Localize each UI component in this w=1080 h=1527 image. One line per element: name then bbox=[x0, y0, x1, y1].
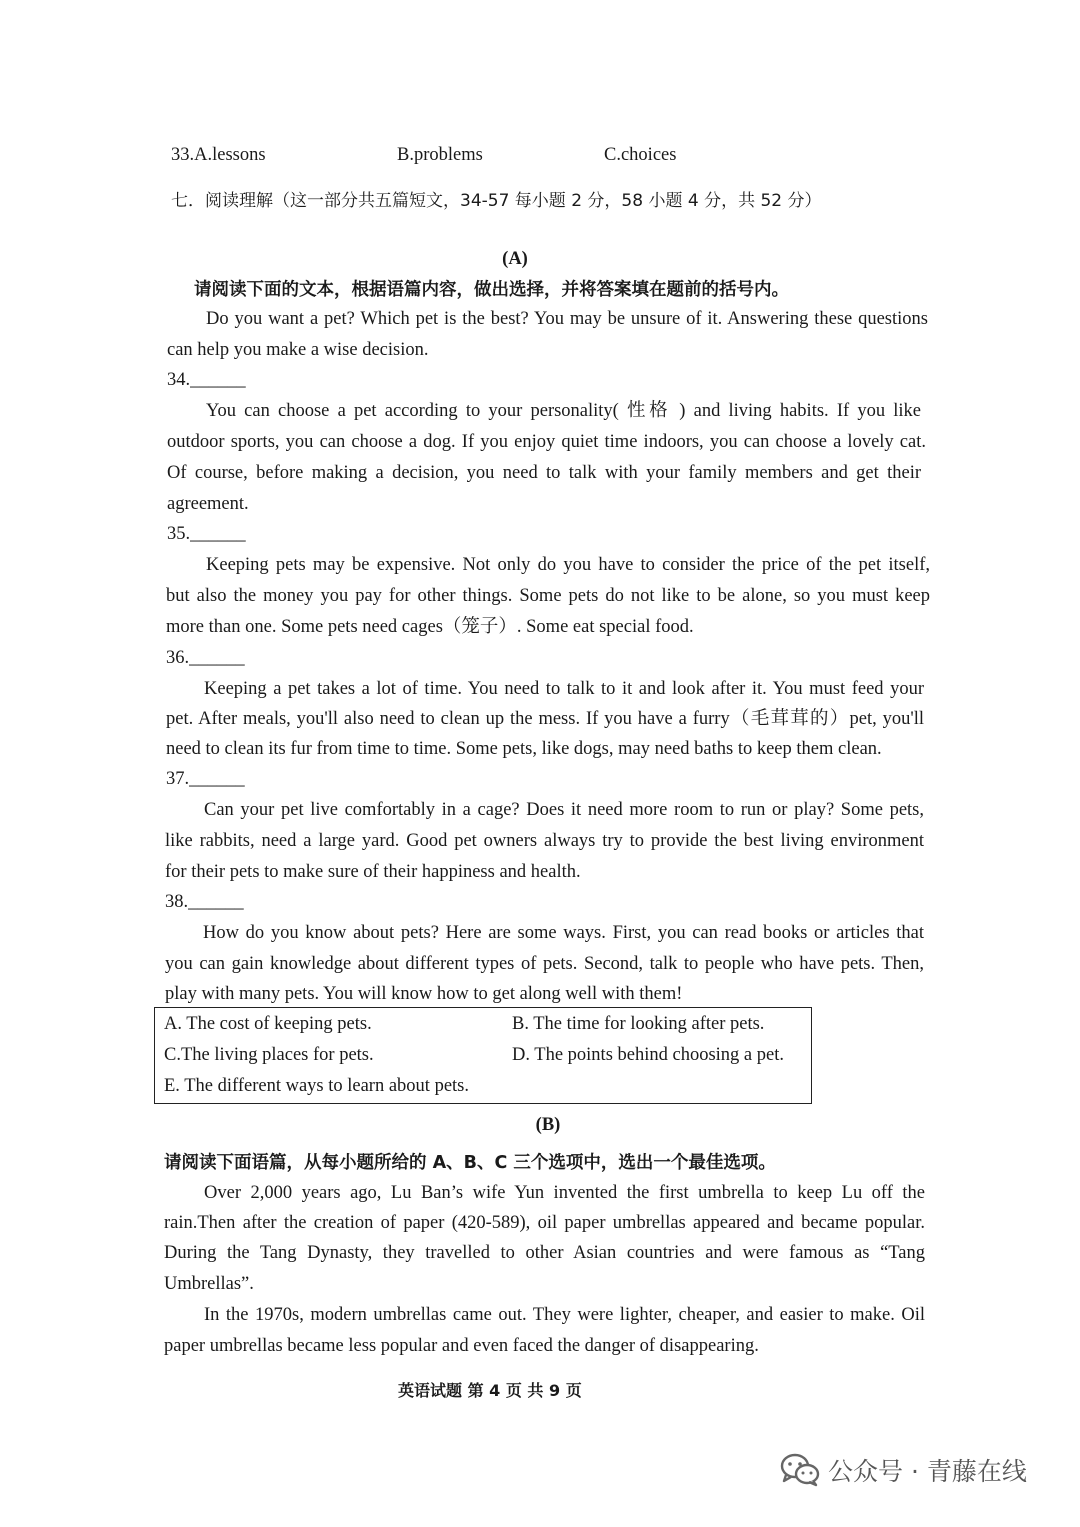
b-line-2: rain.Then after the creation of paper (420-589), oil paper umbrellas appeared and became popular. bbox=[164, 1213, 925, 1233]
p36-line-2: pet. After meals, you'll also need to clean up the mess. If you have a furry（毛茸茸的）pet, you'll bbox=[166, 709, 924, 729]
watermark-text: 公众号 · 青藤在线 bbox=[828, 1457, 1027, 1486]
q33-option-b: B.problems bbox=[397, 145, 483, 165]
question-number-38: 38.______ bbox=[165, 892, 244, 912]
b-line-5: In the 1970s, modern umbrellas came out. They were lighter, cheaper, and easier to make. Oil bbox=[204, 1305, 925, 1325]
q33-option-c: C.choices bbox=[604, 145, 677, 165]
p34-line-3: Of course, before making a decision, you need to talk with your family members and get their bbox=[167, 463, 921, 483]
p35-line-1: Keeping pets may be expensive. Not only do you have to consider the price of the pet itself, bbox=[206, 555, 930, 575]
watermark bbox=[780, 1452, 1027, 1488]
part-a-instruction: 请阅读下面的文本，根据语篇内容，做出选择，并将答案填在题前的括号内。 bbox=[194, 280, 789, 300]
question-number-35: 35.______ bbox=[167, 524, 246, 544]
question-number-34: 34.______ bbox=[167, 370, 246, 390]
wechat-icon bbox=[780, 1453, 820, 1487]
p38-line-1: How do you know about pets? Here are some ways. First, you can read books or articles that bbox=[203, 923, 924, 943]
option-d: D. The points behind choosing a pet. bbox=[512, 1045, 784, 1065]
part-a-title: (A) bbox=[502, 249, 528, 269]
option-e: E. The different ways to learn about pets. bbox=[164, 1076, 469, 1096]
question-number-37: 37.______ bbox=[166, 769, 245, 789]
p34-line-2: outdoor sports, you can choose a dog. If you enjoy quiet time indoors, you can choose a lovely cat. bbox=[167, 432, 926, 452]
option-a: A. The cost of keeping pets. bbox=[164, 1014, 372, 1034]
b-line-1: Over 2,000 years ago, Lu Ban’s wife Yun invented the first umbrella to keep Lu off the bbox=[204, 1183, 925, 1203]
p36-line-1: Keeping a pet takes a lot of time. You need to talk to it and look after it. You must feed your bbox=[204, 679, 924, 699]
p37-line-3: for their pets to make sure of their happiness and health. bbox=[165, 862, 581, 882]
p35-line-2: but also the money you pay for other things. Some pets do not like to be alone, so you must keep bbox=[166, 586, 930, 606]
p38-line-3: play with many pets. You will know how to get along well with them! bbox=[165, 984, 683, 1004]
b-line-3: During the Tang Dynasty, they travelled to other Asian countries and were famous as “Tang bbox=[164, 1243, 925, 1263]
question-number-36: 36.______ bbox=[166, 648, 245, 668]
b-line-6: paper umbrellas became less popular and even faced the danger of disappearing. bbox=[164, 1336, 759, 1356]
option-b: B. The time for looking after pets. bbox=[512, 1014, 765, 1034]
p37-line-2: like rabbits, need a large yard. Good pet owners always try to provide the best living environment bbox=[165, 831, 924, 851]
part-b-title: (B) bbox=[535, 1115, 561, 1135]
intro-line-2: can help you make a wise decision. bbox=[167, 340, 429, 360]
section-heading: 七．阅读理解（这一部分共五篇短文，34-57 每小题 2 分，58 小题 4 分，共 52 分） bbox=[171, 191, 822, 211]
p36-line-3: need to clean its fur from time to time. Some pets, like dogs, may need baths to keep them clean. bbox=[166, 739, 882, 759]
p35-line-3: more than one. Some pets need cages（笼子）. Some eat special food. bbox=[166, 617, 694, 637]
option-c: C.The living places for pets. bbox=[164, 1045, 374, 1065]
p34-line-1: You can choose a pet according to your personality( 性格 ) and living habits. If you like bbox=[206, 401, 921, 421]
part-b-instruction: 请阅读下面语篇，从每小题所给的 A、B、C 三个选项中，选出一个最佳选项。 bbox=[164, 1153, 776, 1173]
b-line-4: Umbrellas”. bbox=[164, 1274, 254, 1294]
p37-line-1: Can your pet live comfortably in a cage? Does it need more room to run or play? Some pets, bbox=[204, 800, 924, 820]
p34-line-4: agreement. bbox=[167, 494, 249, 514]
page-footer: 英语试题 第 4 页 共 9 页 bbox=[398, 1381, 582, 1400]
q33-option-a: 33.A.lessons bbox=[171, 145, 266, 165]
intro-line-1: Do you want a pet? Which pet is the best? You may be unsure of it. Answering these questions bbox=[206, 309, 928, 329]
p38-line-2: you can gain knowledge about different types of pets. Second, talk to people who have pets. Then, bbox=[165, 954, 924, 974]
